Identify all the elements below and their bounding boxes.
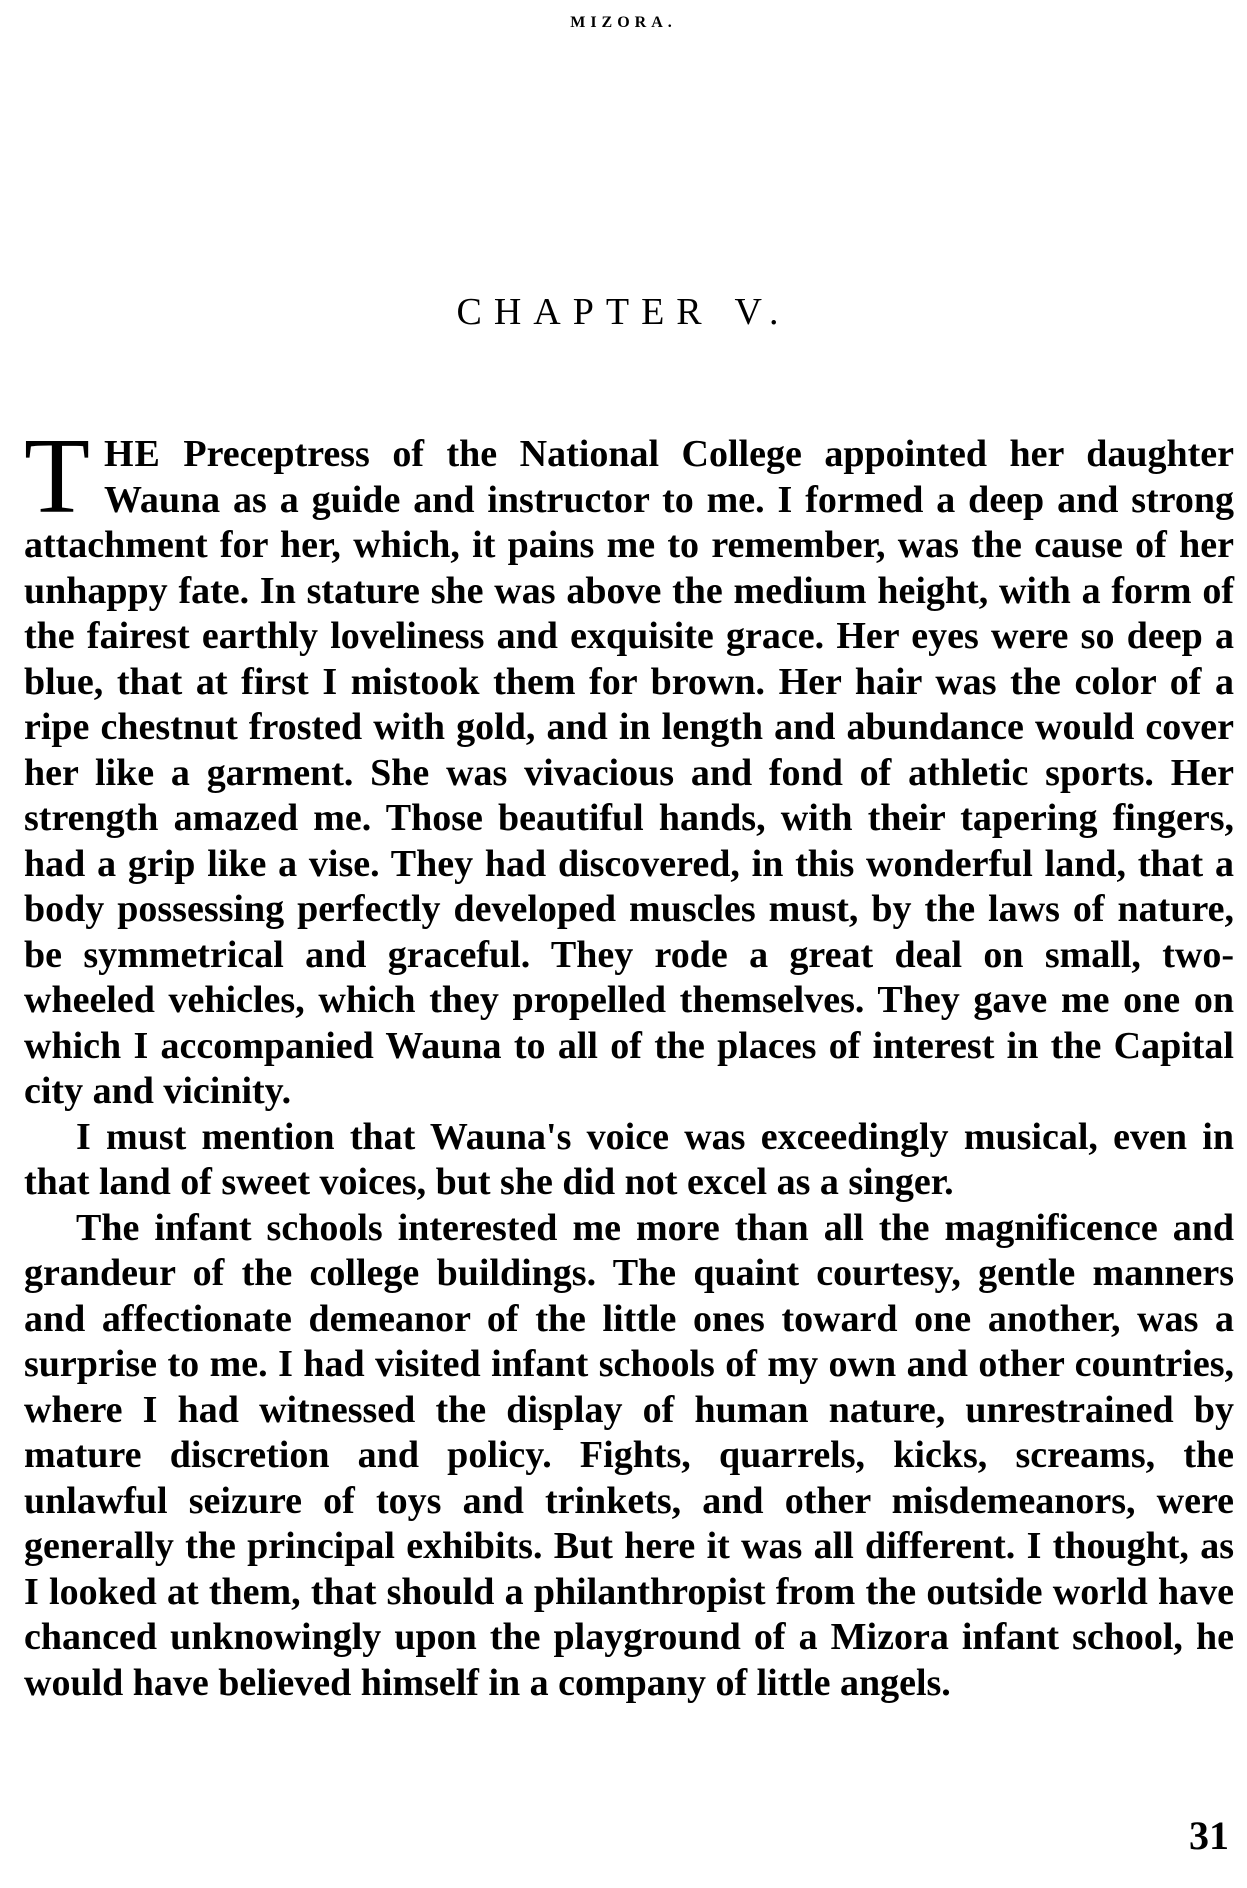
page-number: 31 bbox=[1189, 1813, 1229, 1858]
chapter-body bbox=[24, 417, 1234, 1706]
drop-cap: T bbox=[24, 417, 90, 536]
paragraph-1-text: Preceptress of the National College appointed her daughter Wauna as a guide and instructor to me. I formed a deep and strong attachment for her, which, it pains me to remember, was the cause of her unhappy fate. In stature she was above the medium height, with a form of the fairest earthly loveliness and exquisite grace. Her eyes were so deep a blue, that at first I mistook them for brown. Her hair was the color of a ripe chestnut frosted with gold, and in length and abundance would cover her like a garment. She was vivacious and fond of athletic sports. Her strength amazed me. Those beautiful hands, with their tapering fingers, had a grip like a vise. They had discovered, in this wonderful land, that a body possessing perfectly developed muscles must, by the laws of nature, be symmetrical and graceful. They rode a great deal on small, two-wheeled vehicles, which they propelled themselves. They gave me one on which I accompanied Wauna to all of the places of interest in the Capital city and vicinity. bbox=[24, 433, 1234, 1112]
paragraph-1 bbox=[24, 417, 1234, 1115]
paragraph-2: I must mention that Wauna's voice was exceedingly musical, even in that land of sweet voices, but she did not excel as a singer. bbox=[24, 1115, 1234, 1203]
opening-small-caps: HE bbox=[103, 433, 161, 475]
running-head: MIZORA. bbox=[570, 14, 677, 31]
chapter-title: CHAPTER V. bbox=[456, 291, 791, 333]
paragraph-3: The infant schools interested me more than all the magnificence and grandeur of the college buildings. The quaint courtesy, gentle manners and affectionate demeanor of the little ones toward one another, was a surprise to me. I had visited infant schools of my own and other countries, where I had witnessed the display of human nature, unrestrained by mature discretion and policy. Fights, quarrels, kicks, screams, the unlawful seizure of toys and trinkets, and other misdemeanors, were generally the principal exhibits. But here it was all different. I thought, as I looked at them, that should a philanthropist from the outside world have chanced unknowingly upon the playground of a Mizora infant school, he would have believed himself in a company of little angels. bbox=[24, 1206, 1234, 1704]
